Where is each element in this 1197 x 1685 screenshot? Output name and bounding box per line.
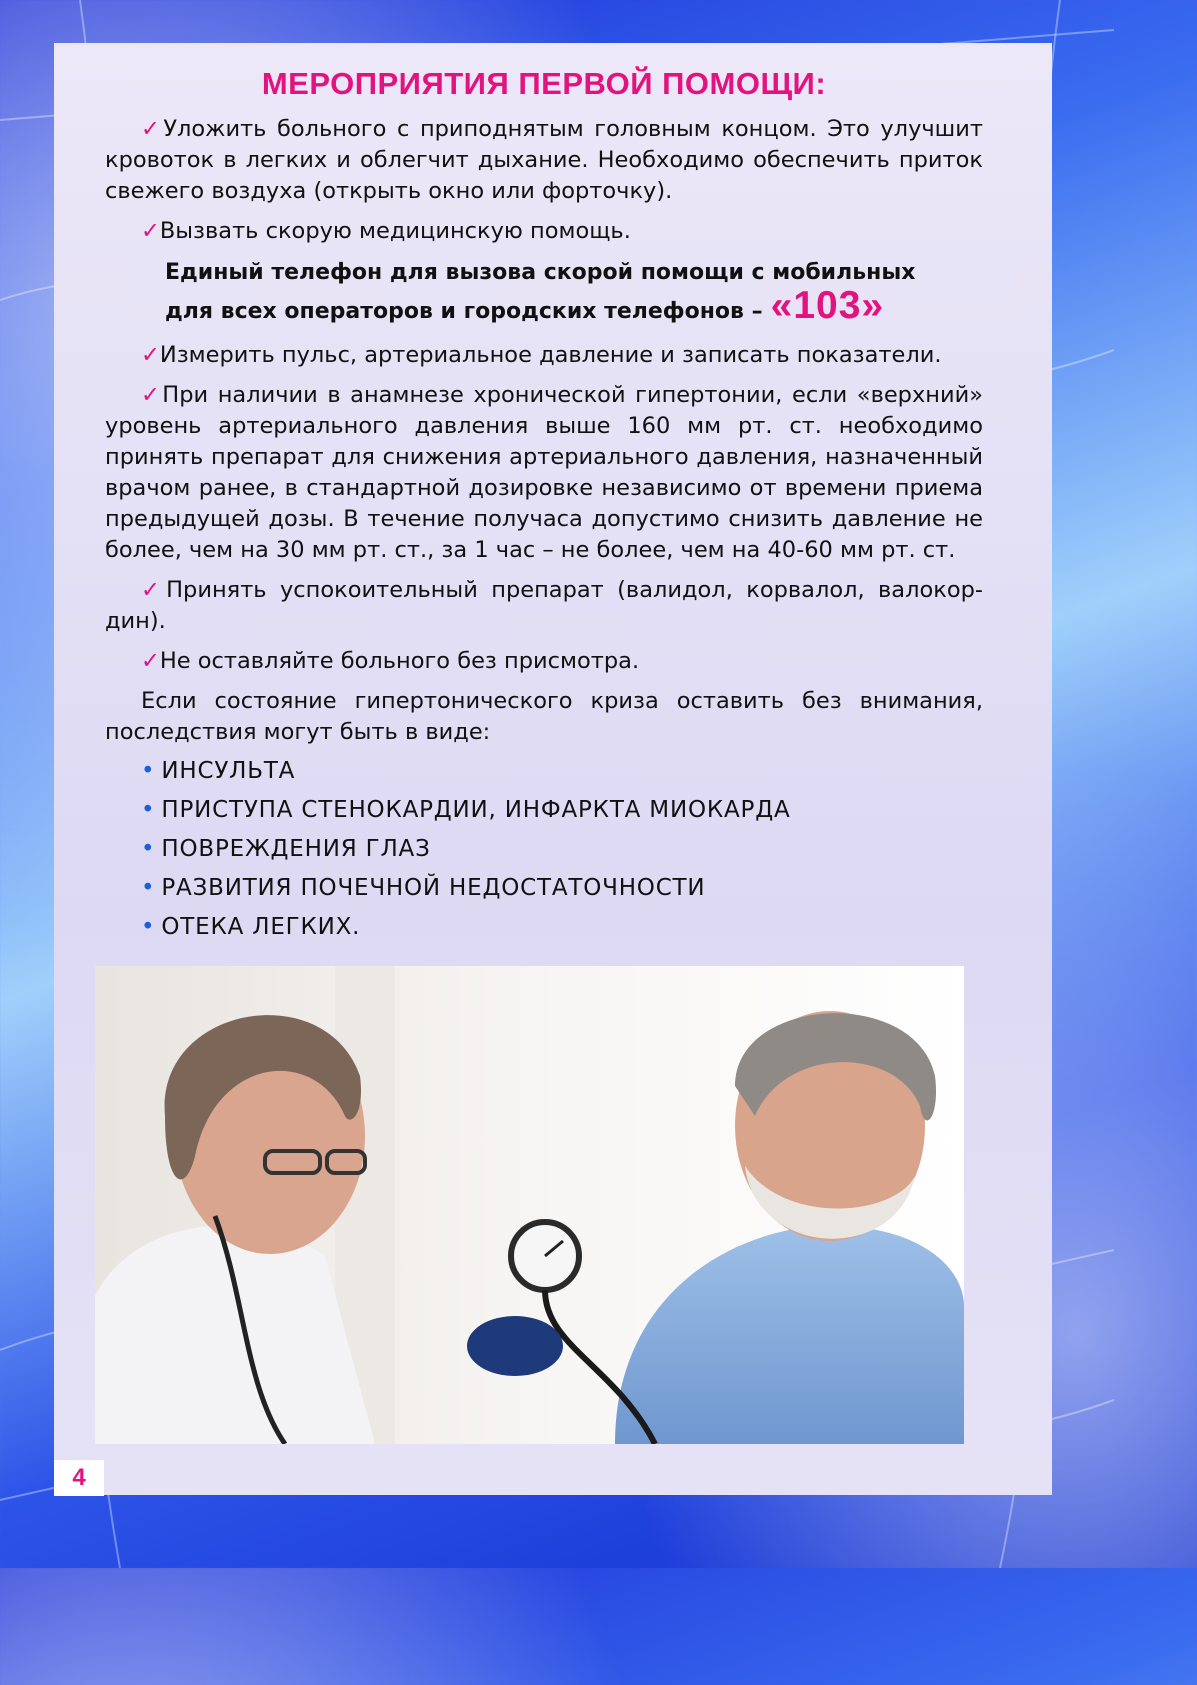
bullet-icon: •: [141, 758, 156, 784]
list-item: [141, 874, 983, 902]
page-number: 4: [54, 1460, 104, 1496]
list-item: [141, 757, 983, 785]
checkmark-icon: ✓: [141, 218, 160, 244]
hotline-line-2: [165, 284, 983, 328]
checkmark-icon: ✓: [141, 382, 163, 408]
bullet-icon: •: [141, 914, 156, 940]
bullet-icon: •: [141, 797, 156, 823]
list-item-text: РАЗВИТИЯ ПОЧЕЧНОЙ НЕДОСТАТОЧНОСТИ: [161, 875, 706, 901]
page-title: МЕРОПРИЯТИЯ ПЕРВОЙ ПОМОЩИ:: [261, 66, 827, 101]
emergency-number: «103»: [770, 284, 885, 327]
step-item: [105, 216, 983, 247]
doctor-measuring-blood-pressure-photo: [95, 966, 964, 1444]
list-item: [141, 796, 983, 824]
step-item: [105, 340, 983, 371]
checkmark-icon: ✓: [141, 577, 167, 603]
step-text: Уложить больного с приподнятым головным концом. Это улучшит кровоток в легких и облегчит дыхание. Необходимо обеспечить приток свежего воздуха (открыть окно или форточку).: [105, 116, 983, 204]
hotline-line-1: Единый телефон для вызова скорой помощи с мобильных: [165, 260, 916, 285]
hotline-line-2-text: для всех операторов и городских телефонов –: [165, 299, 763, 324]
step-item: [105, 575, 983, 637]
list-item: [141, 913, 983, 941]
step-item: [105, 114, 983, 207]
consequences-intro: Если состояние гипертонического криза оставить без внимания, последствия могут быть в виде:: [105, 688, 983, 745]
bullet-icon: •: [141, 875, 156, 901]
photo-illustration: [95, 966, 964, 1444]
step-item: [105, 646, 983, 677]
step-text: При наличии в анамнезе хронической гипертонии, если «верхний» уровень артериального давления выше 160 мм рт. ст. необходимо принять препарат для снижения артериального давления, назначенный врачом ранее, в стандартной дозировке независимо от времени приема предыдущей дозы. В течение получаса допустимо снизить давление не более, чем на 30 мм рт. ст., за 1 час – не более, чем на 40-60 мм рт. ст.: [105, 382, 983, 563]
list-item-text: ПРИСТУПА СТЕНОКАРДИИ, ИНФАРКТА МИОКАРДА: [161, 797, 791, 823]
step-text: Вызвать скорую медицинскую помощь.: [159, 218, 631, 244]
list-item-text: ПОВРЕЖДЕНИЯ ГЛАЗ: [161, 836, 431, 862]
checkmark-icon: ✓: [141, 342, 160, 368]
list-item-text: ИНСУЛЬТА: [161, 758, 296, 784]
checkmark-icon: ✓: [141, 116, 164, 142]
list-item: [141, 835, 983, 863]
step-text: Измерить пульс, артериальное давление и записать показатели.: [159, 342, 942, 368]
consequences-list: [141, 757, 983, 941]
step-text: Не оставляйте больного без присмотра.: [159, 648, 640, 674]
checkmark-icon: ✓: [141, 648, 160, 674]
step-text: Принять успокоительный препарат (валидол, корвалол, валокор-дин).: [105, 577, 983, 634]
hotline-notice: [165, 256, 983, 328]
list-item-text: ОТЕКА ЛЕГКИХ.: [161, 914, 361, 940]
step-item: [105, 380, 983, 566]
leaflet-content: [105, 66, 983, 952]
bullet-icon: •: [141, 836, 156, 862]
